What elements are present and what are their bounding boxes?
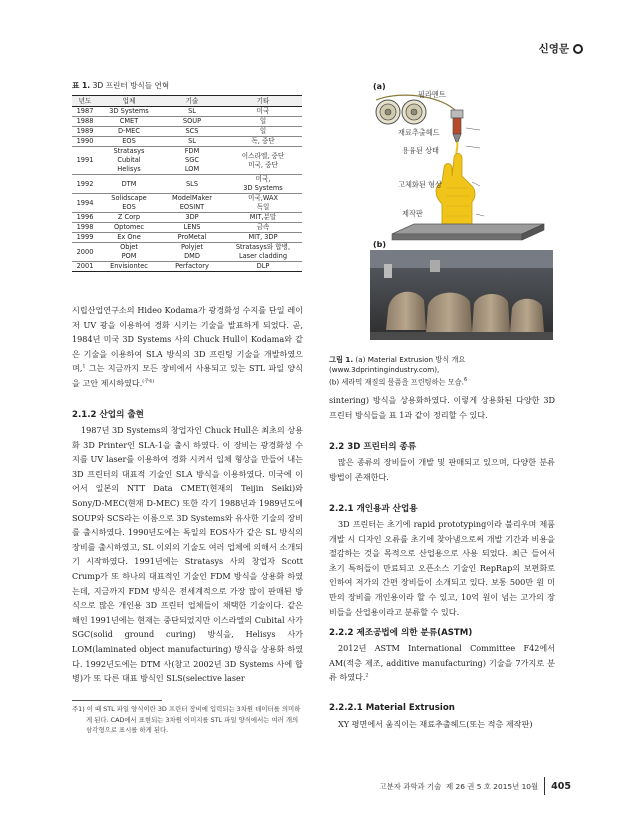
left-para-intro bbox=[72, 303, 303, 391]
header-tech: 기술 bbox=[160, 96, 224, 107]
intro-ref: (주4) bbox=[142, 378, 155, 385]
header-note: 기타 bbox=[224, 96, 302, 107]
nozzle-icon bbox=[451, 110, 463, 142]
table-row bbox=[72, 233, 302, 243]
figure-caption-number: 그림 1. bbox=[329, 355, 354, 364]
cell-company: Objet POM bbox=[98, 243, 160, 262]
figure-b-label: (b) bbox=[373, 240, 387, 249]
right-para-continue bbox=[329, 393, 555, 422]
intro-text-a: 시립산업연구소의 Hideo Kodama가 광경화성 수지를 단일 레이저 UV 광을 이용하여 경화 시키는 기술을 발표하게 되었다. 곧, 1984년 미국 3D Systems 사의 Chuck Hull이 Kodama와 같은 기술을 이용하여 SLA 방식의 3D 프린팅 기술을 개발하였으며, bbox=[72, 305, 303, 374]
cell-year: 1992 bbox=[72, 175, 98, 194]
industry-text: 1987년 3D Systems의 창업자인 Chuck Hull은 최초의 상용화 3D Printer인 SLA-1을 출시 하였다. 이 장비는 광경화성 수지를 UV laser를 이용하여 경화 시켜서 입체 형상을 만들어 내는 3D 프린터의 대표적 기술인 SLA 방식을 이용하였다. 미국에 이어서 일본의 NTT Data CMET(현재의 Teijin Seiki)와 Sony/D-MEC(현재 D-MEC) 또한 각기 1988년과 1989년도에 SOUP와 SCS라는 이름으로 3D Systems와 유사한 기술의 장비를 출시하였다. 1990년도에는 독일의 EOS사가 같은 SL 방식의 장비를 출시하였고, SL 이외의 기술도 여러 업체에 의해서 소개되기 시작하였다. 1991년에는 Stratasys 사의 창업자 Scott Crump가 또 하나의 대표적인 기술인 FDM 방식을 상용화 하였는데, 지금까지 FDM 방식은 전세계적으로 가장 많이 판매된 방식으로 많은 개인용 3D 프린터 업체들이 채택한 기술이다. 같은 해인 1991년에는 현재는 중단되었지만 이스라엘의 Cubital 사가 SGC(solid ground curing) 방식을, Helisys 사가 LOM(laminated object manufacturing) 방식을 상용화 하였다. 1992년도에는 DTM 사(참고 2002년 3D Systems 사에 합병)가 또 다른 대표 방식인 SLS(selective laser bbox=[72, 425, 303, 684]
cell-year: 2001 bbox=[72, 262, 98, 272]
table-row bbox=[72, 243, 302, 262]
cell-company: Solidscape EOS bbox=[98, 194, 160, 213]
right-para-2221 bbox=[329, 717, 555, 732]
footnote: 주1) 이 때 STL 파일 양식이란 3D 프린터 장비에 입력되는 3차원 데이터를 의미하게 된다. CAD에서 표현되는 3차원 이미지를 STL 파일 양식에서는 여러 개의 삼각형으로 표시를 하게 된다. bbox=[72, 705, 301, 734]
section-heading-221: 2.2.1 개인용과 산업용 bbox=[329, 504, 418, 514]
right-para-22 bbox=[329, 455, 555, 484]
extrusion-text: XY 평면에서 움직이는 재료추출헤드(또는 적층 제작판) bbox=[338, 719, 533, 729]
label-nozzle: 재료추출헤드 bbox=[398, 128, 440, 137]
astm-text: 2012년 ASTM International Committee F42에서 AM(적층 제조, additive manufacturing) 기술을 7가지로 분류 하였다. bbox=[329, 643, 555, 683]
cell-company: DTM bbox=[98, 175, 160, 194]
left-para-industry bbox=[72, 423, 303, 686]
cell-company: EOS bbox=[98, 137, 160, 147]
cell-note: 금속 bbox=[224, 223, 302, 233]
header-company: 업체 bbox=[98, 96, 160, 107]
table-row bbox=[72, 194, 302, 213]
journal-name: 고분자 과학과 기술 bbox=[379, 781, 442, 791]
cell-note: 일 bbox=[224, 117, 302, 127]
table-caption-text: 3D 프린터 방식들 연혁 bbox=[92, 81, 170, 90]
figure-caption-line1: (a) Material Extrusion 방식 개요(www.3dprintingindustry.com), bbox=[329, 355, 466, 374]
cell-tech: SCS bbox=[160, 127, 224, 137]
history-table bbox=[72, 95, 302, 272]
section-heading-212: 2.1.2 산업의 출현 bbox=[72, 410, 144, 420]
figure-a-label: (a) bbox=[373, 82, 386, 91]
section-heading-222: 2.2.2 제조공법에 의한 분류(ASTM) bbox=[329, 628, 473, 638]
continue-text: sintering) 방식을 상용화하였다. 이렇게 상용화된 다양한 3D 프린터 방식들을 표 1과 같이 정리할 수 있다. bbox=[329, 395, 555, 420]
running-author bbox=[539, 41, 583, 56]
extrusion-diagram bbox=[372, 86, 552, 242]
cell-note: 이스라엘, 중단 미국, 중단 bbox=[224, 147, 302, 175]
cell-tech: Polyjet DMD bbox=[160, 243, 224, 262]
table-row bbox=[72, 147, 302, 175]
cell-tech: SLS bbox=[160, 175, 224, 194]
personal-industrial-text: 3D 프린터는 초기에 rapid prototyping이라 불리우며 제품 개발 시 디자인 오류를 초기에 찾아냄으로써 개발 기간과 비용을 절감하는 것을 목적으로 산업용으로 사용 되었다. 최근 들어서 초기 특허들이 만료되고 오픈소스 기술인 RepRap의 보편화로 인하여 저가의 간편 장비들이 소개되고 있다. 보통 500만 원 미만의 장비를 개인용이라 할 수 있고, 10억 원이 넘는 고가의 장비들을 산업용이라고 분류할 수 있다. bbox=[329, 519, 555, 617]
table-row bbox=[72, 223, 302, 233]
cell-company: Optomec bbox=[98, 223, 160, 233]
footnote-rule bbox=[72, 700, 162, 701]
cell-tech: SL bbox=[160, 107, 224, 117]
astm-sup: 2 bbox=[365, 672, 369, 679]
cell-company: Envisiontec bbox=[98, 262, 160, 272]
cell-note: Stratasys와 합병, Laser cladding bbox=[224, 243, 302, 262]
header-year: 년도 bbox=[72, 96, 98, 107]
cell-company: Z Corp bbox=[98, 213, 160, 223]
cell-tech: Perfactory bbox=[160, 262, 224, 272]
section-heading-22: 2.2 3D 프린터의 종류 bbox=[329, 442, 417, 452]
cell-tech: SOUP bbox=[160, 117, 224, 127]
printed-object-icon bbox=[436, 154, 475, 235]
figure-caption-line2: (b) 세라믹 재질의 물품을 프린팅하는 모습. bbox=[329, 377, 464, 387]
cell-company: 3D Systems bbox=[98, 107, 160, 117]
cell-year: 1996 bbox=[72, 213, 98, 223]
cell-tech: SL bbox=[160, 137, 224, 147]
author-name: 신영문 bbox=[538, 43, 569, 55]
page-footer bbox=[380, 777, 572, 795]
page-number: 405 bbox=[551, 780, 571, 792]
build-plate-icon bbox=[392, 224, 544, 234]
cell-year: 1991 bbox=[72, 147, 98, 175]
right-para-221 bbox=[329, 517, 555, 619]
circle-bullet-icon bbox=[573, 44, 583, 54]
right-para-222 bbox=[329, 641, 555, 685]
cell-company: CMET bbox=[98, 117, 160, 127]
cell-tech: LENS bbox=[160, 223, 224, 233]
figure-caption-ref: 6 bbox=[463, 377, 468, 383]
cell-note: 독, 중단 bbox=[224, 137, 302, 147]
table-row bbox=[72, 262, 302, 272]
filament-spool-icon bbox=[376, 100, 426, 124]
cell-note: MIT,분말 bbox=[224, 213, 302, 223]
cell-year: 1987 bbox=[72, 107, 98, 117]
cell-tech: ModelMaker EOSINT bbox=[160, 194, 224, 213]
cell-tech: 3DP bbox=[160, 213, 224, 223]
table-caption bbox=[72, 80, 169, 91]
label-molten: 용융된 상태 bbox=[402, 146, 440, 155]
table-body bbox=[72, 107, 302, 272]
cell-company: Ex One bbox=[98, 233, 160, 243]
intro-text-b: 그는 지금까지 모든 장비에서 사용되고 있는 STL 파일 양식을 고안 제시하였다. bbox=[72, 363, 303, 388]
cell-tech: ProMetal bbox=[160, 233, 224, 243]
cell-note: 미국, 3D Systems bbox=[224, 175, 302, 194]
label-plate: 제작판 bbox=[402, 209, 423, 218]
cell-company: D-MEC bbox=[98, 127, 160, 137]
table-row bbox=[72, 137, 302, 147]
cell-year: 1994 bbox=[72, 194, 98, 213]
table-row bbox=[72, 117, 302, 127]
cell-year: 1999 bbox=[72, 233, 98, 243]
footer-divider bbox=[544, 777, 545, 795]
figure-caption bbox=[329, 355, 555, 387]
cell-note: 미국,WAX 독일 bbox=[224, 194, 302, 213]
table-row bbox=[72, 107, 302, 117]
section-heading-2221: 2.2.2.1 Material Extrusion bbox=[329, 703, 455, 713]
table-row bbox=[72, 175, 302, 194]
cell-year: 1990 bbox=[72, 137, 98, 147]
cell-company: Stratasys Cubital Helisys bbox=[98, 147, 160, 175]
cell-note: 일 bbox=[224, 127, 302, 137]
cell-note: DLP bbox=[224, 262, 302, 272]
table-row bbox=[72, 213, 302, 223]
label-solidified: 고체화된 형상 bbox=[398, 180, 442, 189]
cell-note: MIT, 3DP bbox=[224, 233, 302, 243]
table-row bbox=[72, 127, 302, 137]
ceramic-printing-photo bbox=[370, 250, 553, 340]
journal-volume: 제 26 권 5 호 2015년 10월 bbox=[446, 781, 539, 791]
cell-year: 2000 bbox=[72, 243, 98, 262]
intro-sup: 1 bbox=[82, 363, 86, 370]
cell-year: 1998 bbox=[72, 223, 98, 233]
cell-year: 1988 bbox=[72, 117, 98, 127]
table-caption-number: 표 1. bbox=[72, 81, 91, 90]
cell-note: 미국 bbox=[224, 107, 302, 117]
label-filament: 필라멘트 bbox=[418, 90, 446, 99]
types-text: 많은 종류의 장비들이 개발 및 판매되고 있으며, 다양한 분류 방법이 존재한다. bbox=[329, 457, 555, 482]
cell-year: 1989 bbox=[72, 127, 98, 137]
table-header-row bbox=[72, 96, 302, 107]
cell-tech: FDM SGC LOM bbox=[160, 147, 224, 175]
